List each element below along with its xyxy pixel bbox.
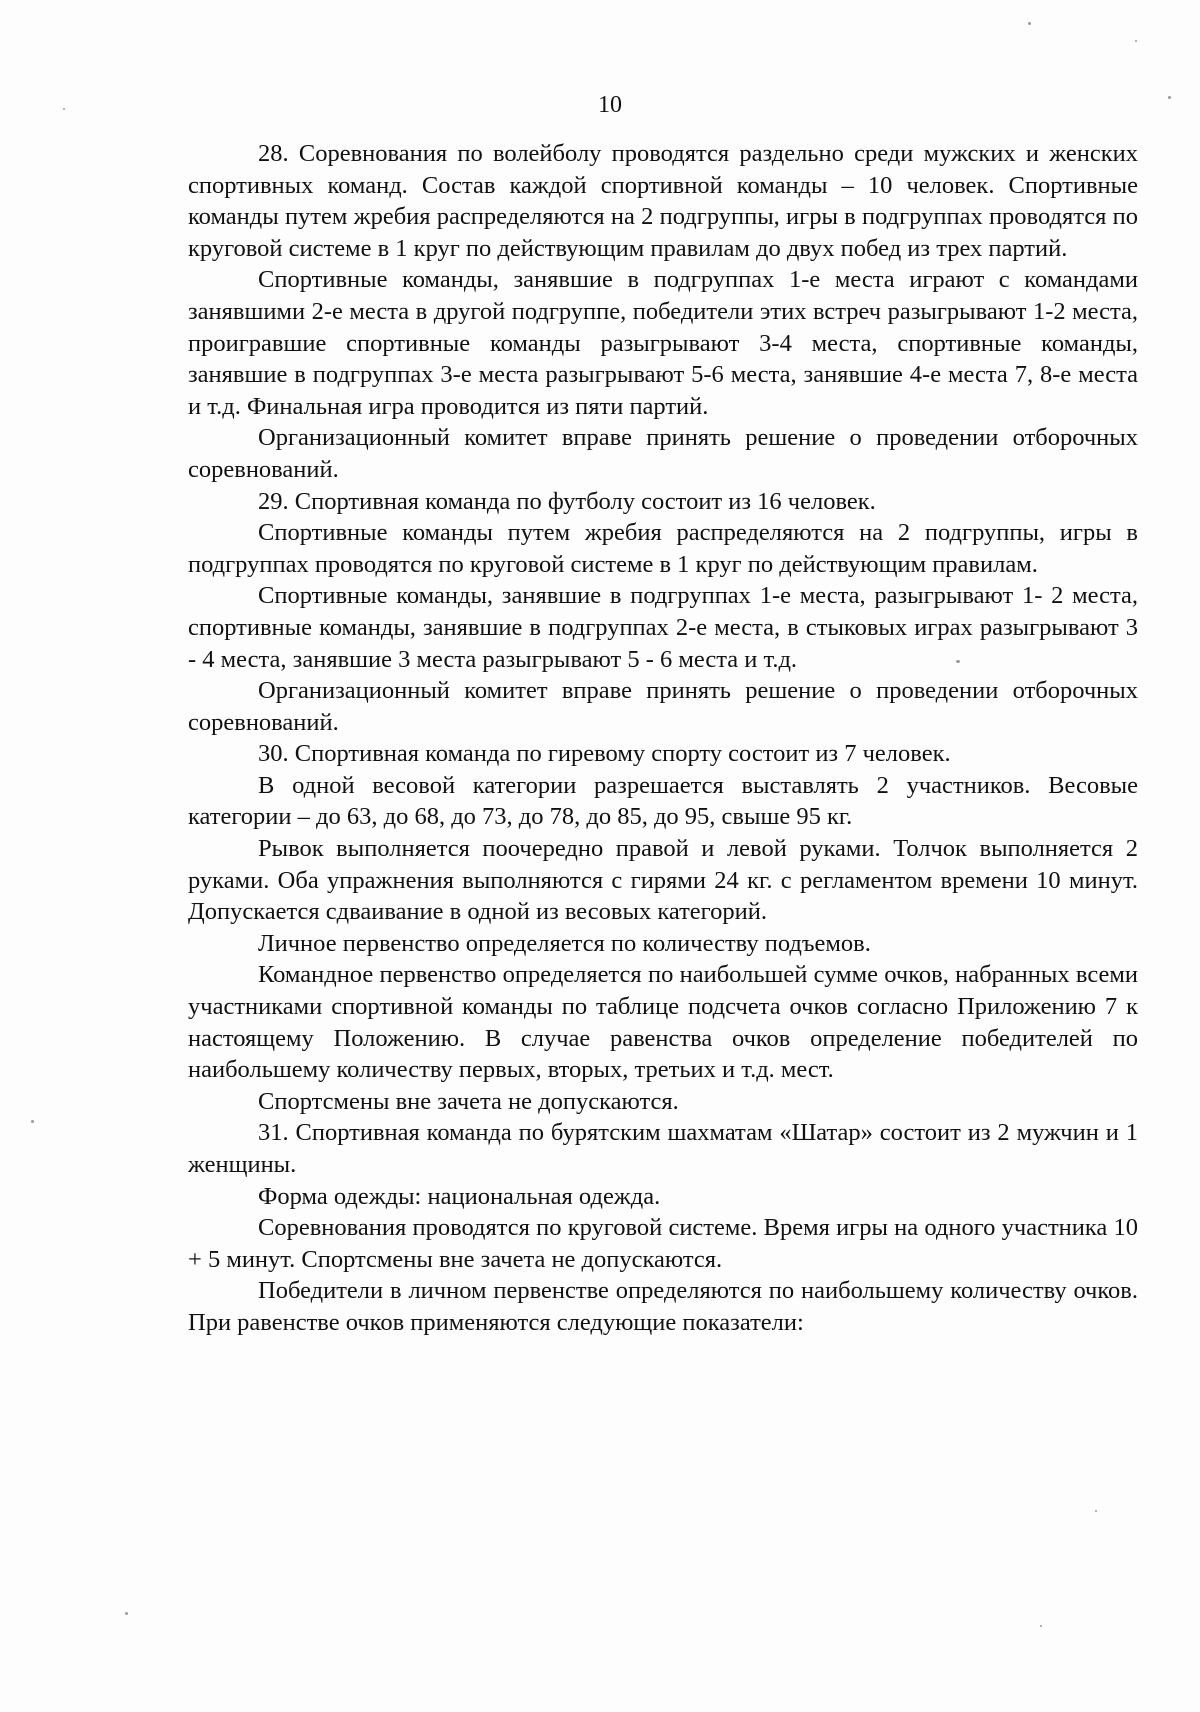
page-number: 10 xyxy=(598,92,622,118)
paragraph: В одной весовой категории разрешается выставлять 2 участников. Весовые категории – до 63, до 68, до 73, до 78, до 85, до 95, свыше 95 кг. xyxy=(188,771,1138,831)
document-body xyxy=(188,138,1138,1339)
scan-speck xyxy=(31,1120,34,1123)
paragraph: Личное первенство определяется по количеству подъемов. xyxy=(258,929,871,957)
scan-speck xyxy=(1028,22,1031,25)
paragraph: Соревнования проводятся по круговой системе. Время игры на одного участника 10 + 5 минут. Спортсмены вне зачета не допускаются. xyxy=(188,1214,1138,1273)
scan-speck xyxy=(1135,40,1137,42)
paragraph: Организационный комитет вправе принять решение о проведении отборочных соревнований. xyxy=(188,677,1138,736)
paragraph: Спортивные команды, занявшие в подгруппах 1-е места, разыгрывают 1- 2 места, спортивные команды, занявшие в подгруппах 2-е места, в стыковых играх разыгрывают 3 - 4 места, занявшие 3 места разыгрывают 5 - 6 места и т.д. xyxy=(188,582,1138,673)
scan-speck xyxy=(1040,1625,1042,1627)
paragraph: Рывок выполняется поочередно правой и левой руками. Толчок выполняется 2 руками. Оба упражнения выполняются с гирями 24 кг. с регламентом времени 10 минут. Допускается сдваивание в одной из весовых категорий. xyxy=(188,835,1138,926)
paragraph: 31. Спортивная команда по бурятским шахматам «Шатар» состоит из 2 мужчин и 1 женщины. xyxy=(188,1119,1138,1178)
paragraph: Форма одежды: национальная одежда. xyxy=(258,1182,661,1210)
paragraph: Организационный комитет вправе принять решение о проведении отборочных соревнований. xyxy=(188,424,1138,483)
paragraph: 30. Спортивная команда по гиревому спорту состоит из 7 человек. xyxy=(258,740,951,768)
paragraph: Спортсмены вне зачета не допускаются. xyxy=(258,1087,679,1115)
paragraph: Спортивные команды путем жребия распределяются на 2 подгруппы, игры в подгруппах проводятся по круговой системе в 1 круг по действующим правилам. xyxy=(188,519,1138,578)
paragraph: Победители в личном первенстве определяются по наибольшему количеству очков. При равенстве очков применяются следующие показатели: xyxy=(188,1277,1138,1336)
paragraph: 28. Соревнования по волейболу проводятся раздельно среди мужских и женских спортивных команд. Состав каждой спортивной команды – 10 человек. Спортивные команды путем жребия распределяются на 2 подгруппы, игры в подгруппах проводятся по круговой системе в 1 круг по действующим правилам до двух побед из трех партий. xyxy=(188,140,1138,262)
scan-speck xyxy=(125,1612,128,1615)
paragraph: Командное первенство определяется по наибольшей сумме очков, набранных всеми участниками спортивной команды по таблице подсчета очков согласно Приложению 7 к настоящему Положению. В случае равенства очков определение победителей по наибольшему количеству первых, вторых, третьих и т.д. мест. xyxy=(188,961,1138,1084)
paragraph: Спортивные команды, занявшие в подгруппах 1-е места играют с командами занявшими 2-е места в другой подгруппе, победители этих встреч разыгрывают 1-2 места, проигравшие спортивные команды разыгрывают 3-4 места, спортивные команды, занявшие в подгруппах 3-е места разыгрывают 5-6 места, занявшие 4-е места 7, 8-е места и т.д. Финальная игра проводится из пяти партий. xyxy=(188,266,1138,420)
paragraph: 29. Спортивная команда по футболу состоит из 16 человек. xyxy=(258,487,876,515)
scan-speck xyxy=(1095,1510,1097,1512)
